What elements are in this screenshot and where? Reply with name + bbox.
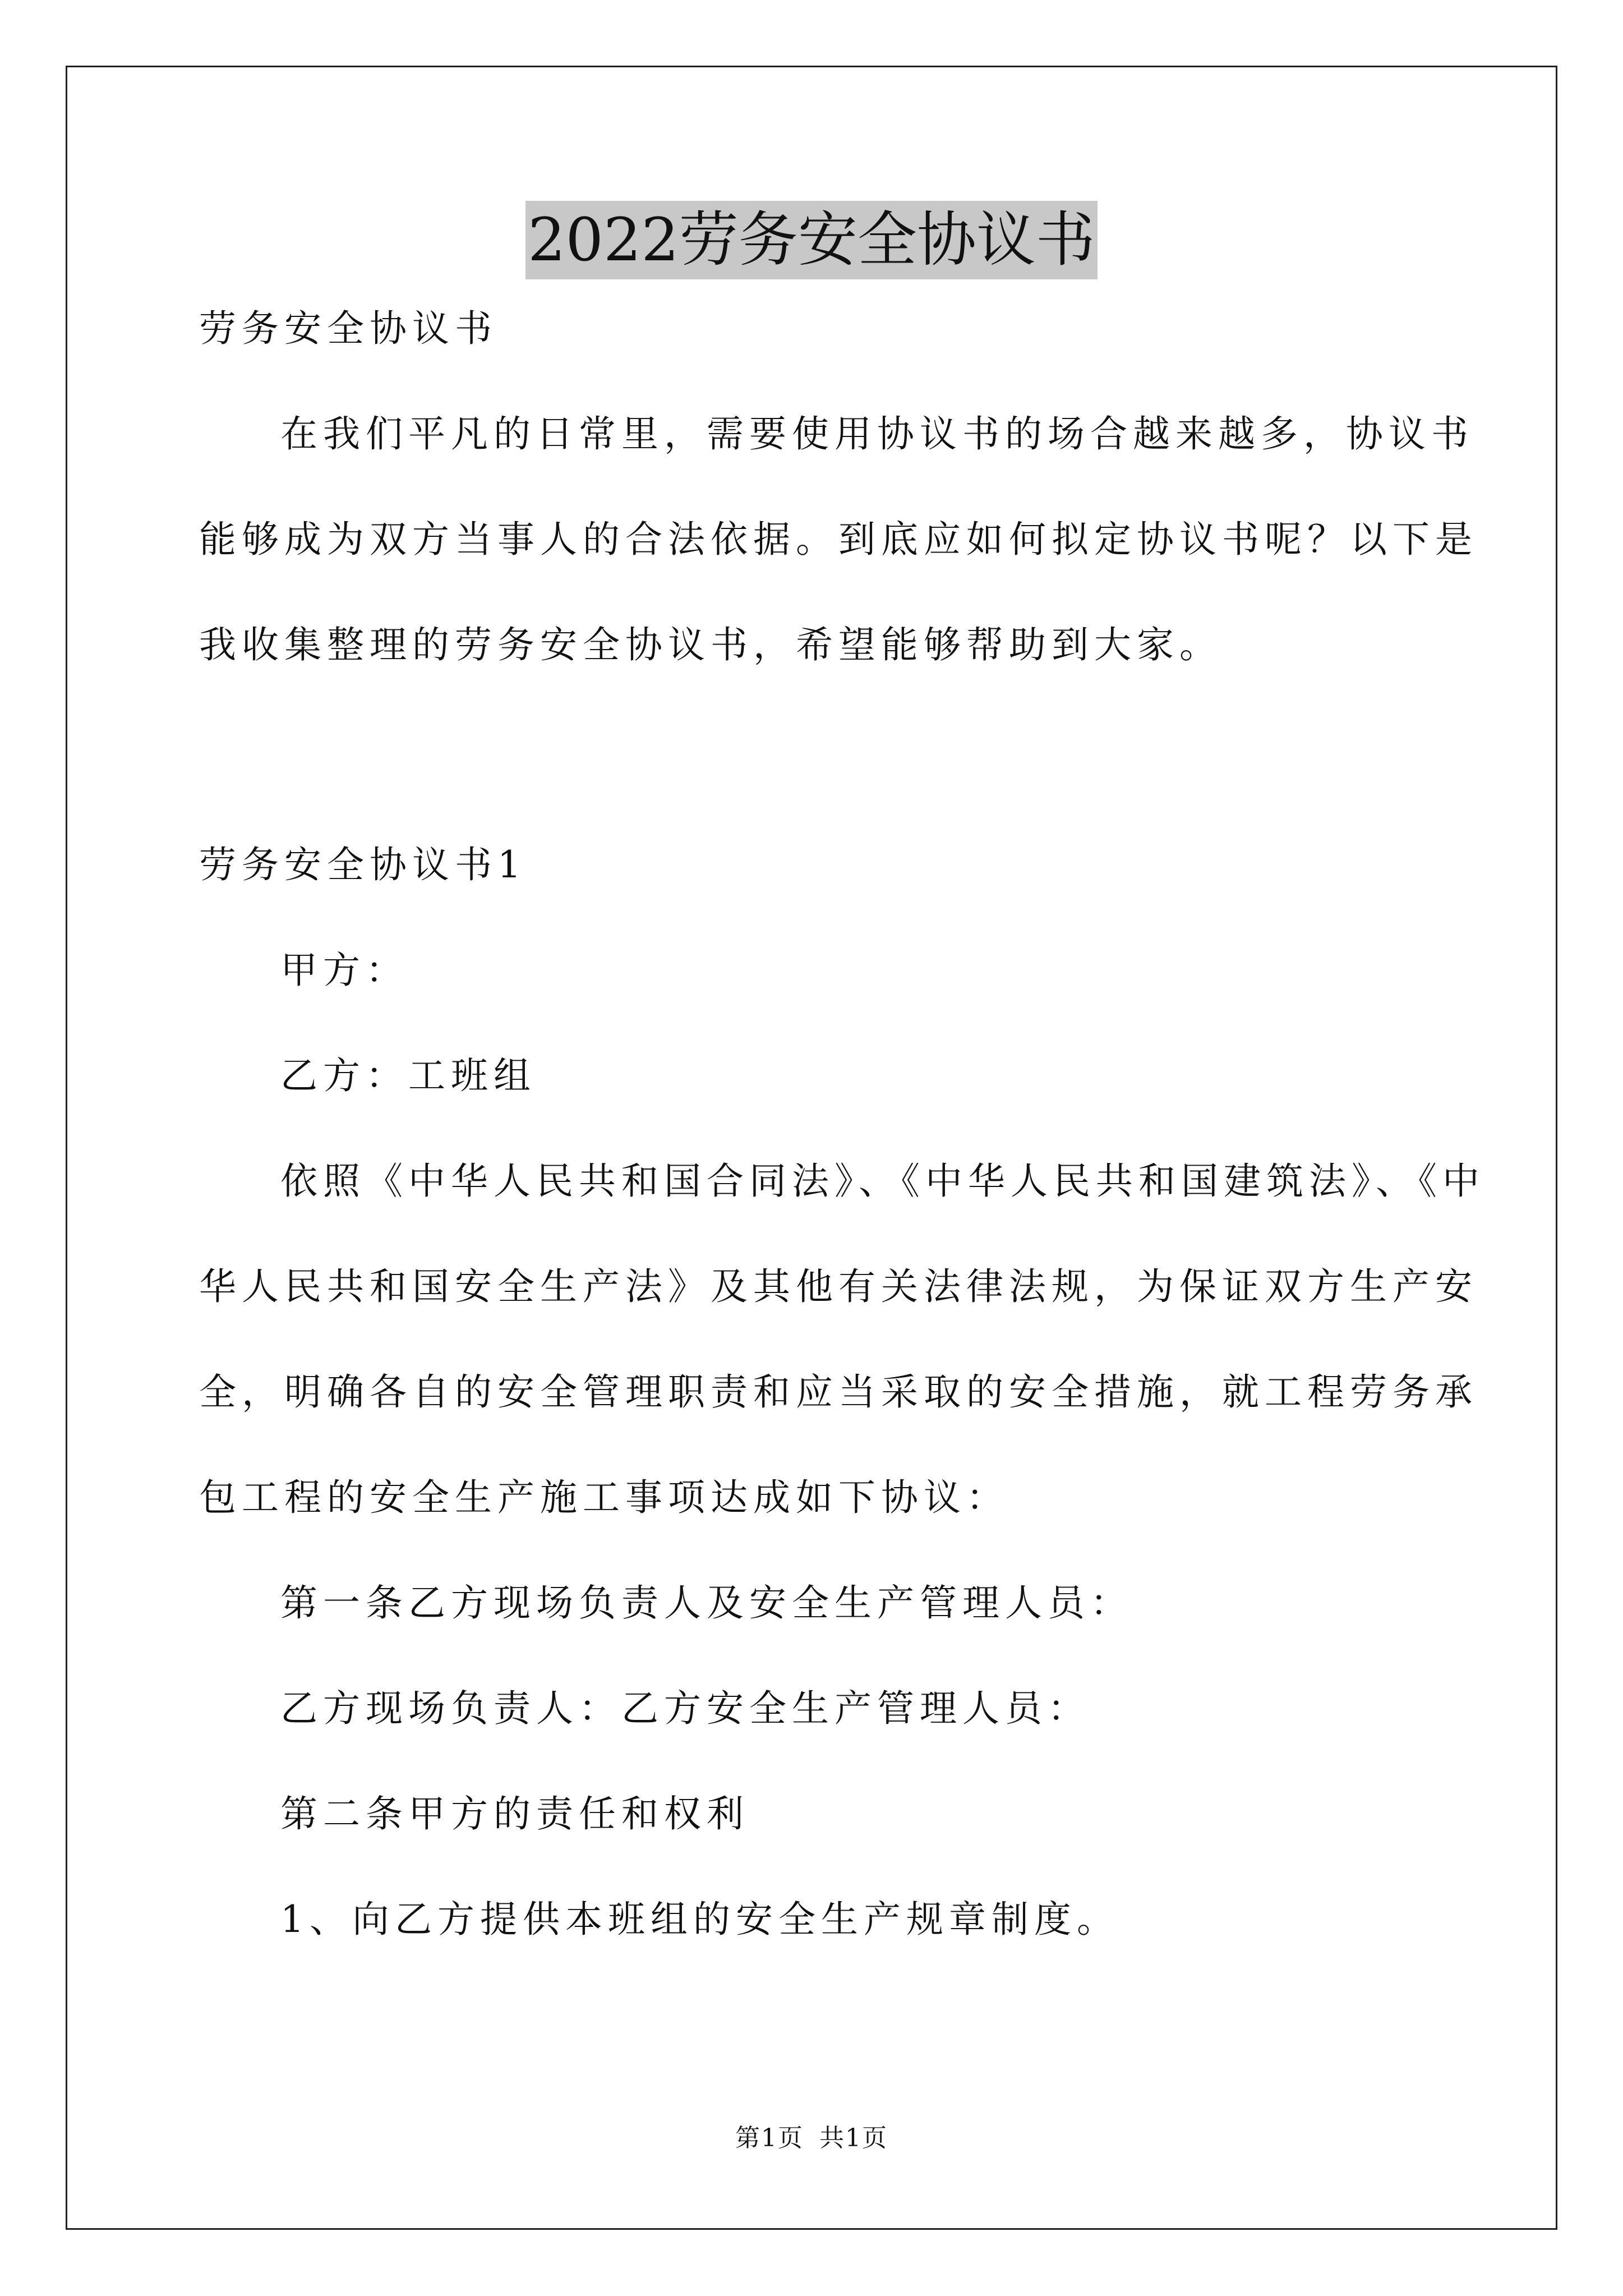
page-number-current: 第1页 (735, 2124, 804, 2152)
party-b-managers-line: 乙方现场负责人：乙方安全生产管理人员： (280, 1687, 1090, 1730)
intro-heading: 劳务安全协议书 (199, 307, 497, 350)
basis-paragraph-line-2: 华人民共和国安全生产法》及其他有关法律法规，为保证双方生产安 (199, 1265, 1478, 1308)
basis-paragraph-line-1: 依照《中华人民共和国合同法》、《中华人民共和国建筑法》、《中 (280, 1159, 1485, 1203)
article-2-item-1: 1、向乙方提供本班组的安全生产规章制度。 (280, 1898, 1119, 1941)
intro-paragraph-line-2: 能够成为双方当事人的合法依据。到底应如何拟定协议书呢？以下是 (199, 518, 1478, 561)
document-title: 2022劳务安全协议书 (525, 201, 1098, 279)
intro-paragraph-line-1: 在我们平凡的日常里，需要使用协议书的场合越来越多，协议书 (280, 412, 1474, 455)
party-a-line: 甲方： (280, 949, 408, 992)
title-wrapper (0, 201, 1623, 279)
party-b-line: 乙方：工班组 (280, 1054, 536, 1097)
basis-paragraph-line-3: 全，明确各自的安全管理职责和应当采取的安全措施，就工程劳务承 (199, 1370, 1478, 1414)
intro-paragraph-line-3: 我收集整理的劳务安全协议书，希望能够帮助到大家。 (199, 623, 1222, 666)
article-1-heading: 第一条乙方现场负责人及安全生产管理人员： (280, 1581, 1133, 1625)
basis-paragraph-line-4: 包工程的安全生产施工事项达成如下协议： (199, 1476, 1009, 1519)
page-number-total: 共1页 (819, 2124, 888, 2152)
section-heading: 劳务安全协议书1 (199, 843, 527, 886)
page-footer (0, 2122, 1623, 2155)
article-2-heading: 第二条甲方的责任和权利 (280, 1792, 749, 1835)
